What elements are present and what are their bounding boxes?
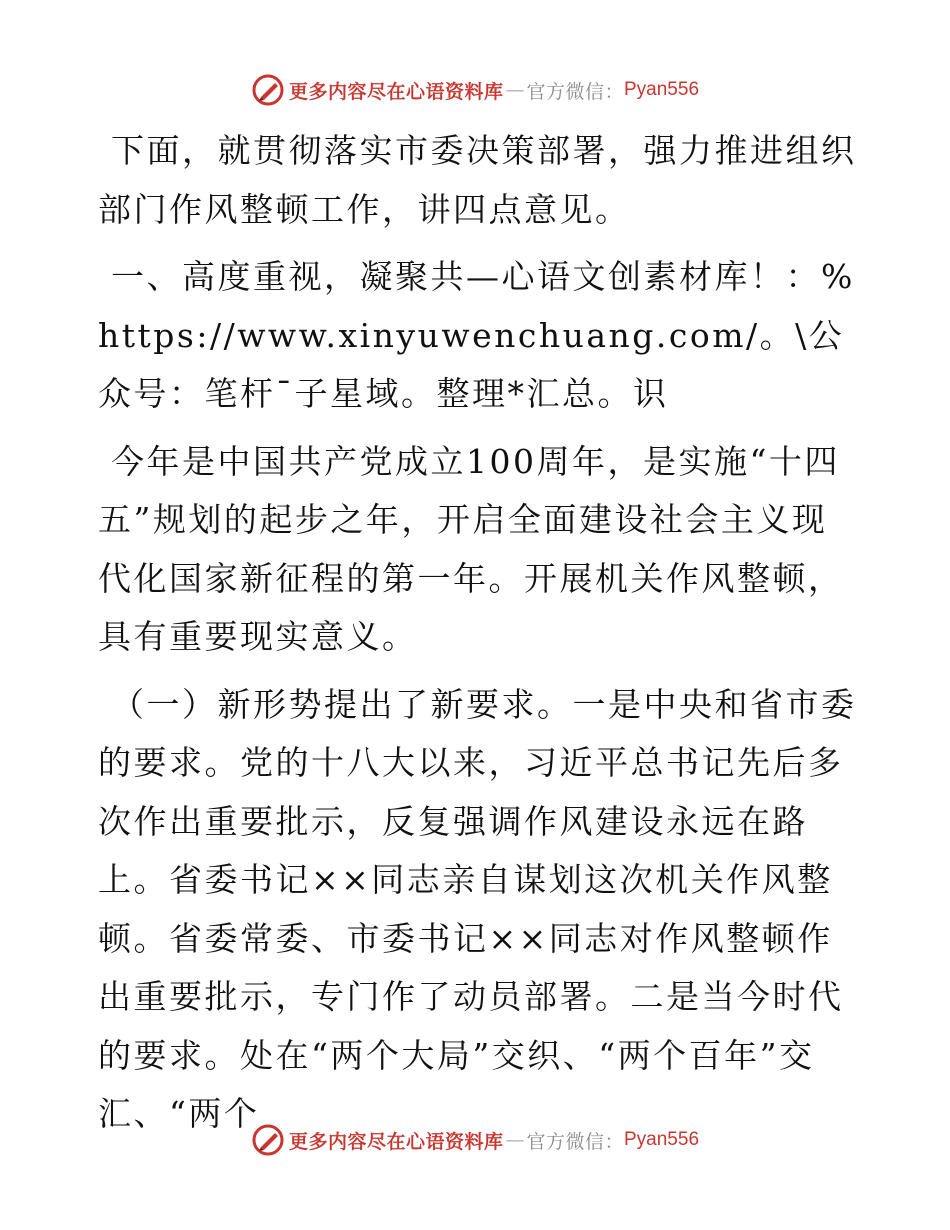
header-brand-text: 更多内容尽在心语资料库 <box>288 80 504 103</box>
header-banner <box>0 70 950 110</box>
footer-wechat-label: 官方微信： <box>526 1130 624 1153</box>
paragraph-centenary: 今年是中国共产党成立100周年，是实施“十四五”规划的起步之年，开启全面建设社会主义现代化国家新征程的第一年。开展机关作风整顿，具有重要现实意义。 <box>98 441 844 656</box>
header-account-text: Pyan556 <box>624 79 700 100</box>
header-dash: — <box>505 79 525 101</box>
footer-brand-text: 更多内容尽在心语资料库 <box>288 1130 504 1153</box>
header-wechat-label: 官方微信： <box>526 80 624 103</box>
paragraph-intro: 下面，就贯彻落实市委决策部署，强力推进组织部门作风整顿工作，讲四点意见。 <box>98 131 857 229</box>
paragraph-section-one: 一、高度重视，凝聚共—心语文创素材库！：%https://www.xinyuwenchuang.com/。\公众号：笔杆¯子星域。整理*汇总。识 <box>98 257 855 413</box>
pen-logo-icon <box>251 73 285 107</box>
footer-account-text: Pyan556 <box>624 1129 700 1150</box>
pen-logo-icon <box>251 1123 285 1157</box>
footer-dash: — <box>505 1129 525 1151</box>
document-body <box>98 122 858 1144</box>
paragraph-new-requirements: （一）新形势提出了新要求。一是中央和省市委的要求。党的十八大以来，习近平总书记先后多次作出重要批示，反复强调作风建设永远在路上。省委书记××同志亲自谋划这次机关作风整顿。省委常委、市委书记××同志对作风整顿作出重要批示，专门作了动员部署。二是当今时代的要求。处在“两个大局”交织、“两个百年”交汇、“两个 <box>98 684 857 1133</box>
footer-banner <box>0 1120 950 1160</box>
